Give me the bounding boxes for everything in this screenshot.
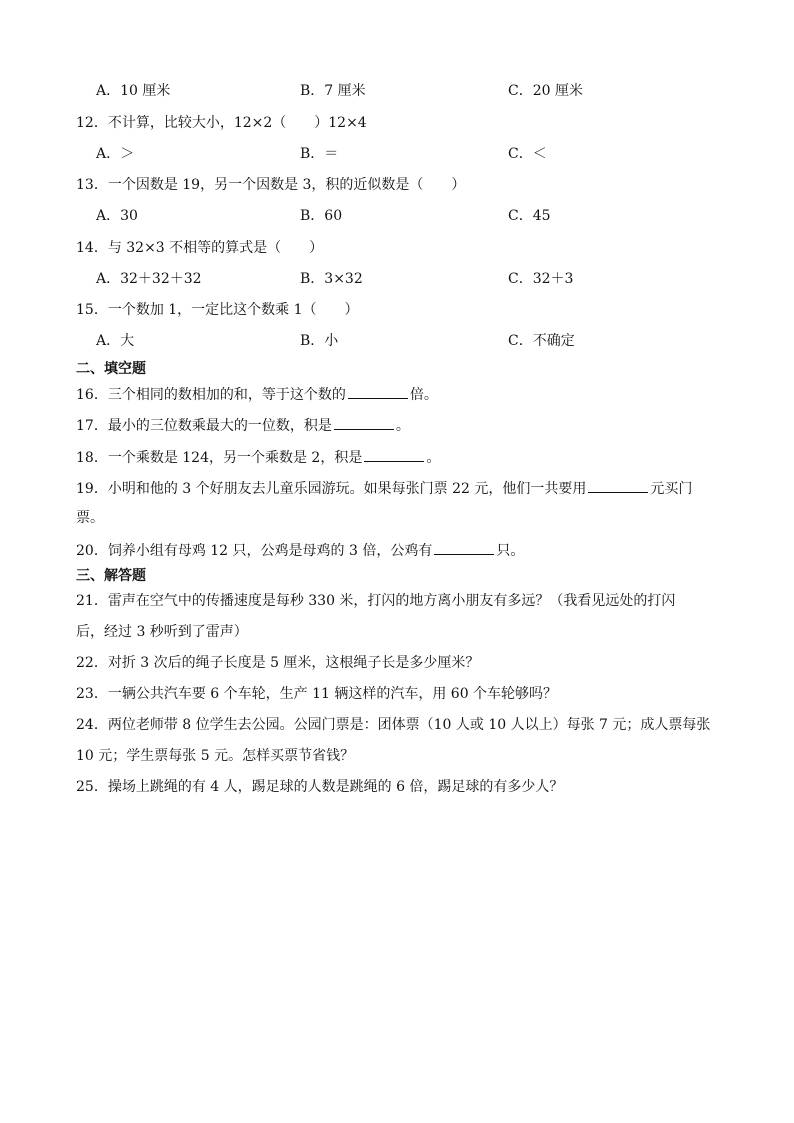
q24-line2: 10 元；学生票每张 5 元。怎样买票节省钱？ [76, 748, 355, 764]
q20 [76, 540, 524, 560]
q13-option-b: B．60 [300, 208, 343, 224]
q13-option-a: A．30 [96, 208, 138, 224]
q11-option-a: A．10 厘米 [96, 83, 171, 99]
q12-stem: 12．不计算，比较大小，12×2（ ）12×4 [76, 115, 367, 131]
q21-line2: 后，经过 3 秒听到了雷声） [76, 624, 248, 640]
q12-option-a: A．＞ [96, 146, 135, 162]
q15-stem: 15．一个数加 1，一定比这个数乘 1（ ） [76, 302, 359, 318]
q17 [76, 415, 410, 435]
q20-answer-blank[interactable] [434, 540, 494, 555]
q21-line1: 21．雷声在空气中的传播速度是每秒 330 米，打闪的地方离小朋友有多远？（我看见远处的打闪 [76, 593, 676, 609]
q19-answer-blank[interactable] [588, 478, 648, 493]
q18 [76, 447, 440, 467]
section-heading-word-problems: 三、解答题 [76, 568, 146, 584]
q16-suffix: 倍。 [409, 387, 438, 403]
q18-suffix: 。 [426, 450, 441, 466]
q19 [76, 478, 692, 498]
q16-answer-blank[interactable] [348, 384, 408, 399]
q11-option-b: B．7 厘米 [300, 83, 366, 99]
q12-options [96, 145, 736, 163]
q14-options [96, 270, 736, 288]
q14-option-b: B．3×32 [300, 271, 363, 287]
q16 [76, 384, 438, 404]
q11-option-c: C．20 厘米 [508, 83, 583, 99]
q16-text: 16．三个相同的数相加的和，等于这个数的 [76, 387, 346, 403]
q14-option-c: C．32＋3 [508, 271, 574, 287]
q18-answer-blank[interactable] [364, 447, 424, 462]
q13-options [96, 207, 736, 225]
q11-options [96, 82, 736, 100]
q19-continuation: 票。 [76, 510, 104, 526]
q17-answer-blank[interactable] [334, 415, 394, 430]
q17-text: 17．最小的三位数乘最大的一位数，积是 [76, 418, 332, 434]
q24-line1: 24．两位老师带 8 位学生去公园。公园门票是：团体票（10 人或 10 人以上）每张 7 元；成人票每张 [76, 717, 711, 733]
q18-text: 18．一个乘数是 124，另一个乘数是 2，积是 [76, 450, 363, 466]
q14-option-a: A．32＋32＋32 [96, 271, 202, 287]
q17-suffix: 。 [395, 418, 410, 434]
q15-options [96, 332, 736, 350]
q19-text: 19．小明和他的 3 个好朋友去儿童乐园游玩。如果每张门票 22 元，他们一共要用 [76, 481, 587, 497]
q25: 25．操场上跳绳的有 4 人，踢足球的人数是跳绳的 6 倍，踢足球的有多少人？ [76, 779, 564, 795]
q12-option-c: C．＜ [508, 146, 547, 162]
q15-option-c: C．不确定 [508, 333, 575, 349]
q15-option-a: A．大 [96, 333, 135, 349]
q13-option-c: C．45 [508, 208, 551, 224]
q19-suffix: 元买门 [650, 481, 693, 497]
q15-option-b: B．小 [300, 333, 339, 349]
q23: 23．一辆公共汽车要 6 个车轮，生产 11 辆这样的汽车，用 60 个车轮够吗？ [76, 686, 558, 702]
q20-text: 20．饲养小组有母鸡 12 只，公鸡是母鸡的 3 倍，公鸡有 [76, 543, 433, 559]
section-heading-fill-blank: 二、填空题 [76, 361, 146, 377]
q14-stem: 14．与 32×3 不相等的算式是（ ） [76, 240, 324, 256]
q20-suffix: 只。 [496, 543, 525, 559]
q12-option-b: B．＝ [300, 146, 339, 162]
q13-stem: 13．一个因数是 19，另一个因数是 3，积的近似数是（ ） [76, 177, 466, 193]
q22: 22．对折 3 次后的绳子长度是 5 厘米，这根绳子长是多少厘米？ [76, 655, 480, 671]
